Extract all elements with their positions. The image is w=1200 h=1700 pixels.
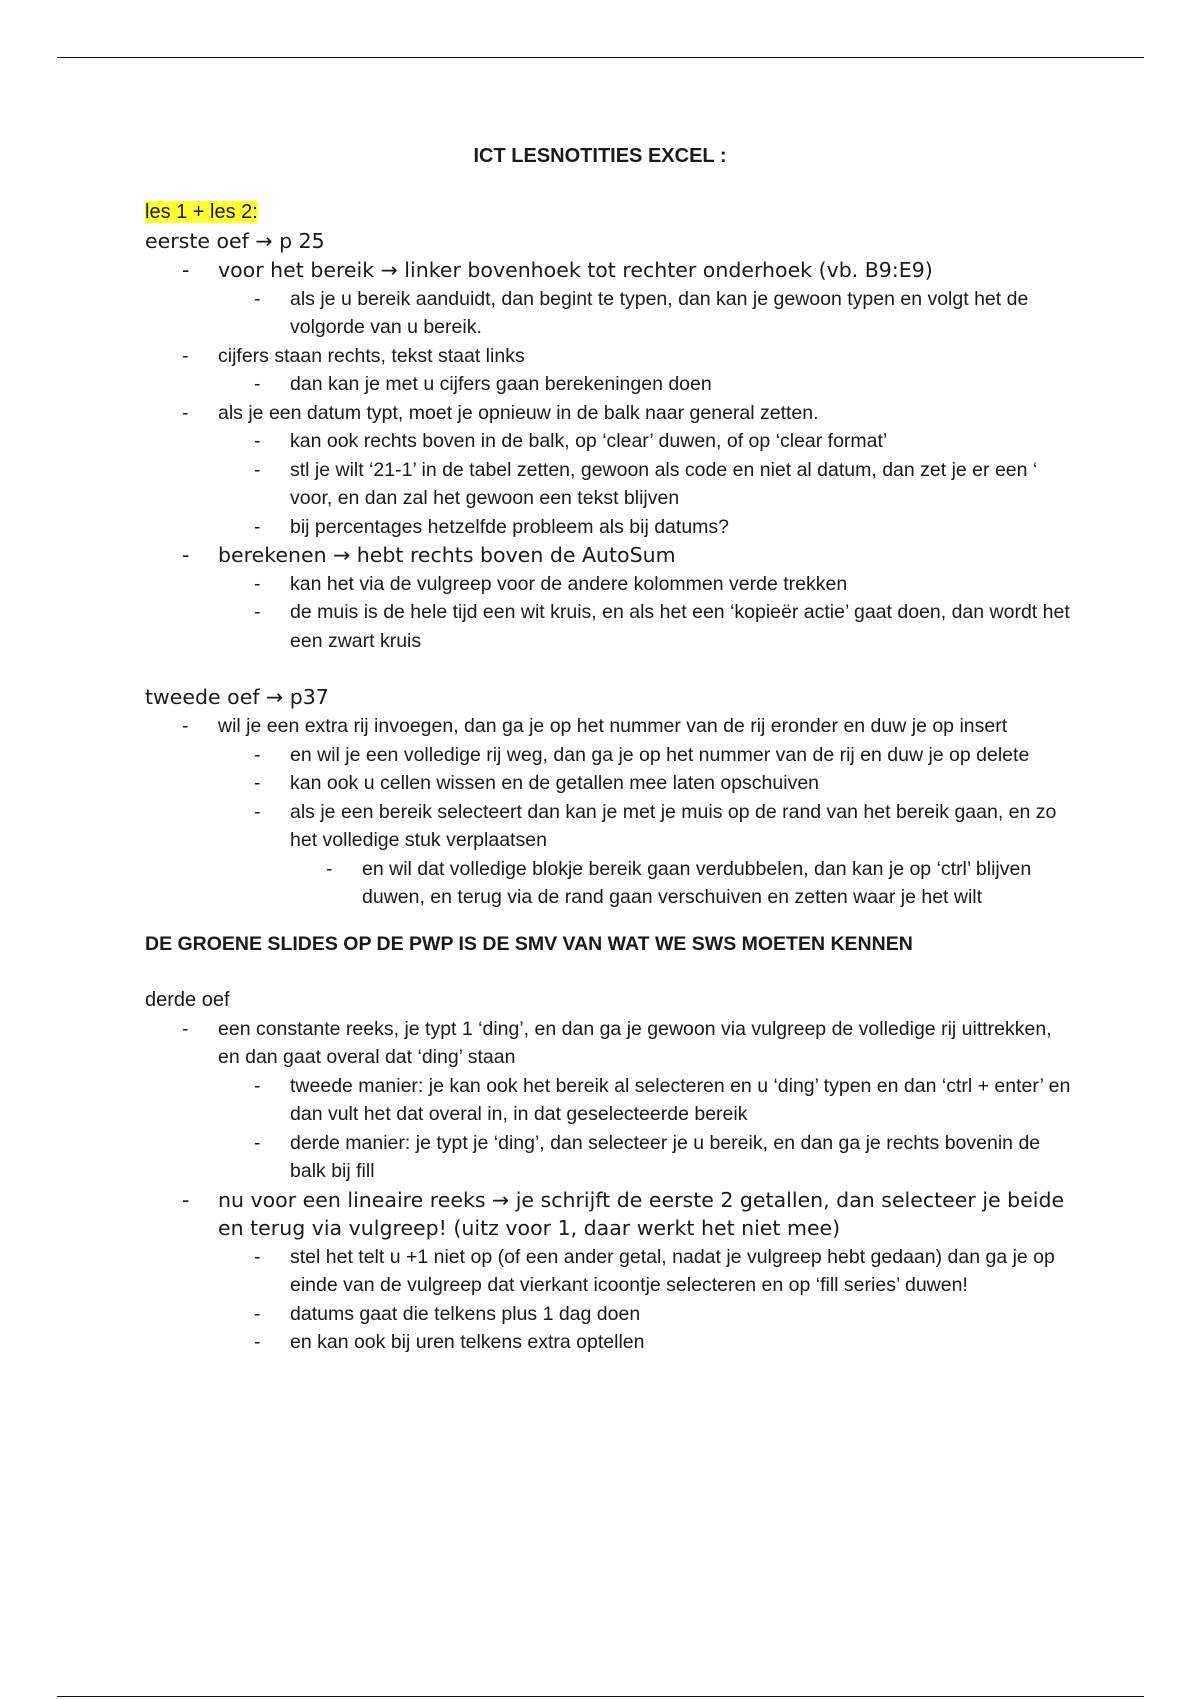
list-item: - de muis is de hele tijd een wit kruis, en als het een ‘kopieër actie’ gaat doen, dan wordt het een zwart kruis: [290, 598, 1075, 655]
list-item: - kan het via de vulgreep voor de andere kolommen verde trekken: [290, 570, 1075, 599]
bullet-list: [145, 712, 1075, 912]
list-item: - stel het telt u +1 niet op (of een ander getal, nadat je vulgreep hebt gedaan) dan ga je op einde van de vulgreep dat vierkant icoontje selecteren en op ‘fill series’ duwen!: [290, 1243, 1075, 1300]
sub-list: [218, 370, 1075, 399]
list-item: - berekenen → hebt rechts boven de AutoSum: [218, 541, 1075, 570]
page-title: ICT LESNOTITIES EXCEL :: [473, 145, 727, 167]
list-item: - kan ook u cellen wissen en de getallen mee laten opschuiven: [290, 769, 1075, 798]
exercise-title: derde oef: [145, 988, 230, 1011]
list-item: - als je een datum typt, moet je opnieuw in de balk naar general zetten.: [218, 399, 1075, 428]
list-item: - een constante reeks, je typt 1 ‘ding’, en dan ga je gewoon via vulgreep de volledige rij uittrekken, en dan gaat overal dat ‘ding’ staan: [218, 1015, 1075, 1072]
bottom-rule: [57, 1696, 1144, 1697]
bullet-list: [145, 1015, 1075, 1357]
list-item: - derde manier: je typt je ‘ding’, dan selecteer je u bereik, en dan ga je rechts bovenin de balk bij fill: [290, 1129, 1075, 1186]
sub-list: [218, 427, 1075, 541]
sub-list: [218, 1243, 1075, 1357]
list-item: - dan kan je met u cijfers gaan berekeningen doen: [290, 370, 1075, 399]
list-item: - tweede manier: je kan ook het bereik al selecteren en u ‘ding’ typen en dan ‘ctrl + enter’ en dan vult het dat overal in, in dat geselecteerde bereik: [290, 1072, 1075, 1129]
list-item: - nu voor een lineaire reeks → je schrijft de eerste 2 getallen, dan selecteer je beide en terug via vulgreep! (uitz voor 1, daar werkt het niet mee): [218, 1186, 1075, 1243]
sub-list: [218, 285, 1075, 342]
list-item: - bij percentages hetzelfde probleem als bij datums?: [290, 513, 1075, 542]
document-body: [145, 140, 1075, 1357]
sub-sub-list: [290, 855, 1075, 912]
list-item: - en wil je een volledige rij weg, dan ga je op het nummer van de rij en duw je op delete: [290, 741, 1075, 770]
exercise-title: eerste oef → p 25: [145, 229, 325, 253]
list-item: - als je een bereik selecteert dan kan je met je muis op de rand van het bereik gaan, en zo het volledige stuk verplaatsen: [290, 798, 1075, 855]
sub-list: [218, 741, 1075, 912]
list-item: - kan ook rechts boven in de balk, op ‘clear’ duwen, of op ‘clear format’: [290, 427, 1075, 456]
exercise-title: tweede oef → p37: [145, 685, 329, 709]
sub-list: [218, 570, 1075, 656]
sub-list: [218, 1072, 1075, 1186]
bullet-list: [145, 256, 1075, 655]
section-heading: [145, 198, 1075, 227]
top-rule: [57, 57, 1144, 58]
list-item: - voor het bereik → linker bovenhoek tot rechter onderhoek (vb. B9:E9): [218, 256, 1075, 285]
list-item: - cijfers staan rechts, tekst staat links: [218, 342, 1075, 371]
list-item: - datums gaat die telkens plus 1 dag doen: [290, 1300, 1075, 1329]
list-item: - en wil dat volledige blokje bereik gaan verdubbelen, dan kan je op ‘ctrl’ blijven duwen, en terug via de rand gaan verschuiven en zetten waar je het wilt: [362, 855, 1075, 912]
list-item: - als je u bereik aanduidt, dan begint te typen, dan kan je gewoon typen en volgt het de volgorde van u bereik.: [290, 285, 1075, 342]
list-item: - stl je wilt ‘21-1’ in de tabel zetten, gewoon als code en niet al datum, dan zet je er een ‘ voor, en dan zal het gewoon een tekst blijven: [290, 456, 1075, 513]
important-note: DE GROENE SLIDES OP DE PWP IS DE SMV VAN WAT WE SWS MOETEN KENNEN: [145, 932, 913, 955]
list-item: - wil je een extra rij invoegen, dan ga je op het nummer van de rij eronder en duw je op insert: [218, 712, 1075, 741]
list-item: - en kan ook bij uren telkens extra optellen: [290, 1328, 1075, 1357]
highlighted-heading: les 1 + les 2:: [145, 201, 258, 223]
